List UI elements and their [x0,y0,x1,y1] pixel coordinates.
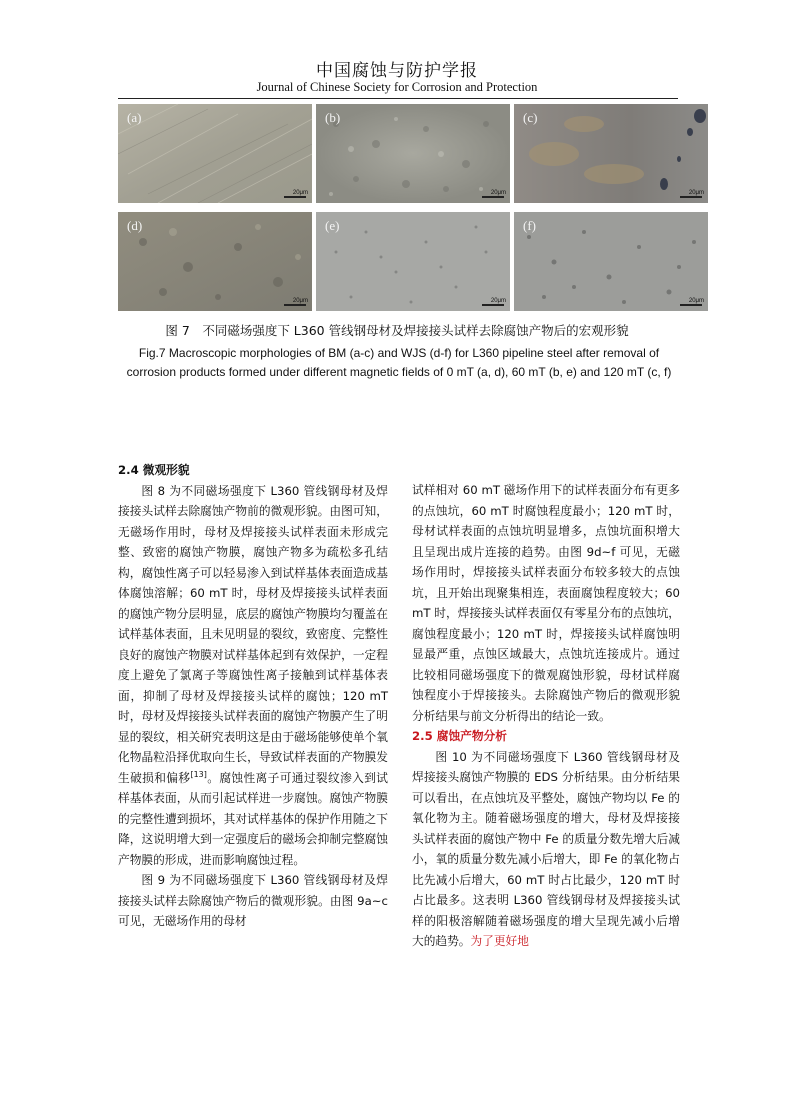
body-column-left [118,460,388,932]
micrograph-f [514,212,708,311]
scale-bar [482,196,504,198]
micrograph-e [316,212,510,311]
scale-bar [284,196,306,198]
figure-panel-f [514,212,708,311]
paragraph-fig9-continued: 试样相对 60 mT 磁场作用下的试样表面分布有更多的点蚀坑，60 mT 时腐蚀程度最小；120 mT 时，母材试样表面的点蚀坑明显增多，点蚀坑面积增大且呈现出成片连接的趋势。由图 9d~f 可见，无磁场作用时，焊接接头试样表面分布较多较大的点蚀坑，且开始出现聚集相连，表面腐蚀程度较大；60 mT 时，焊接接头试样表面仅有零星分布的点蚀坑，腐蚀程度最小；120 mT 时，焊接接头试样腐蚀明显最严重，点蚀区域最大，点蚀坑连接成片。通过比较相同磁场强度下的微观腐蚀形貌，母材试样腐蚀程度小于焊接接头。去除腐蚀产物后的微观形貌分析结果与前文分析得出的结论一致。 [412,483,680,723]
figure-panel-b [316,104,510,203]
paragraph-fig9-start: 图 9 为不同磁场强度下 L360 管线钢母材及焊接接头试样去除腐蚀产物后的微观形貌。由图 9a~c 可见，无磁场作用的母材 [118,873,388,928]
micrograph-b [316,104,510,203]
section-heading-2-4: 2.4 微观形貌 [118,463,190,477]
scale-text: 20μm [292,298,308,304]
body-column-right [412,480,680,952]
scale-bar [284,304,306,306]
panel-label: (f) [523,218,536,233]
panel-label: (e) [325,218,340,233]
scale-bar [680,304,702,306]
figure-caption-cn: 图 7 不同磁场强度下 L360 管线钢母材及焊接接头试样去除腐蚀产物后的宏观形貌 [165,323,629,338]
panel-label: (b) [325,110,341,125]
panel-label: (d) [127,218,143,233]
journal-title-cn: 中国腐蚀与防护学报 [316,61,478,81]
scale-bar [482,304,504,306]
paragraph-fig10-highlight: 为了更好地 [470,934,529,948]
citation-ref-13[interactable]: [13] [190,769,207,779]
panel-label: (a) [127,110,142,125]
scale-text: 20μm [688,298,704,304]
scale-text: 20μm [688,190,704,196]
figure-panel-d [118,212,312,311]
paragraph-fig8-text-b: 。腐蚀性离子可通过裂纹渗入到试样基体表面，从而引起试样进一步腐蚀。腐蚀产物膜的完整性遭到损坏，其对试样基体的保护作用随之下降，这说明增大到一定强度后的磁场会抑制完整腐蚀产物膜的形成，进而影响腐蚀过程。 [118,770,388,867]
panel-label: (c) [523,110,538,125]
section-heading-2-5: 2.5 腐蚀产物分析 [412,729,507,743]
micrograph-c [514,104,708,203]
paragraph-fig8-text-a: 图 8 为不同磁场强度下 L360 管线钢母材及焊接接头试样去除腐蚀产物前的微观形貌。由图可知，无磁场作用时，母材及焊接接头试样表面未形成完整、致密的腐蚀产物膜，腐蚀产物多为疏松多孔结构，腐蚀性离子可以轻易渗入到试样基体表面造成基体腐蚀溶解；60 mT 时，母材及焊接接头试样表面的腐蚀产物分层明显，底层的腐蚀产物膜均匀覆盖在试样基体表面，且未见明显的裂纹，致密度、完整性良好的腐蚀产物膜对试样基体起到有效保护，一定程度上避免了氯离子等腐蚀性离子接触到试样基体表面，抑制了母材及焊接接头试样的腐蚀；120 mT 时，母材及焊接接头试样表面的腐蚀产物膜产生了明显的裂纹，相关研究表明这是由于磁场能够使单个氧化物晶粒沿择优取向生长，导致试样表面的产物膜发生破损和偏移 [118,483,388,785]
scale-text: 20μm [490,190,506,196]
scale-bar [680,196,702,198]
micrograph-a [118,104,312,203]
header-divider [118,98,678,99]
figure-panel-e [316,212,510,311]
figure-panel-a [118,104,312,203]
figure-panel-c [514,104,708,203]
scale-text: 20μm [490,298,506,304]
figure-7-grid [118,104,710,314]
caption-en-line-1: Fig.7 Macroscopic morphologies of BM (a-c) and WJS (d-f) for L360 pipeline steel after removal of [138,346,660,360]
figure-caption-en [110,344,688,382]
paragraph-fig10 [412,747,680,952]
caption-en-line-2: corrosion products formed under different magnetic fields of 0 mT (a, d), 60 mT (b, e) and 120 mT (c, f) [126,365,672,379]
journal-title-en: Journal of Chinese Society for Corrosion and Protection [256,80,538,94]
paragraph-fig10-text: 图 10 为不同磁场强度下 L360 管线钢母材及焊接接头腐蚀产物膜的 EDS 分析结果。由分析结果可以看出，在点蚀坑及平整处，腐蚀产物均以 Fe 的氧化物为主。随着磁场强度的增大，母材及焊接接头试样表面的腐蚀产物中 Fe 的质量分数先增大后减小，氧的质量分数先减小后增大，即 Fe 的氧化物占比先减小后增大，60 mT 时占比最少，120 mT 时占比最多。这表明 L360 管线钢母材及焊接接头试样的阳极溶解随着磁场强度的增大呈现先减小后增大的趋势。 [412,749,680,948]
scale-text: 20μm [292,190,308,196]
paragraph-fig8 [118,481,388,871]
micrograph-d [118,212,312,311]
